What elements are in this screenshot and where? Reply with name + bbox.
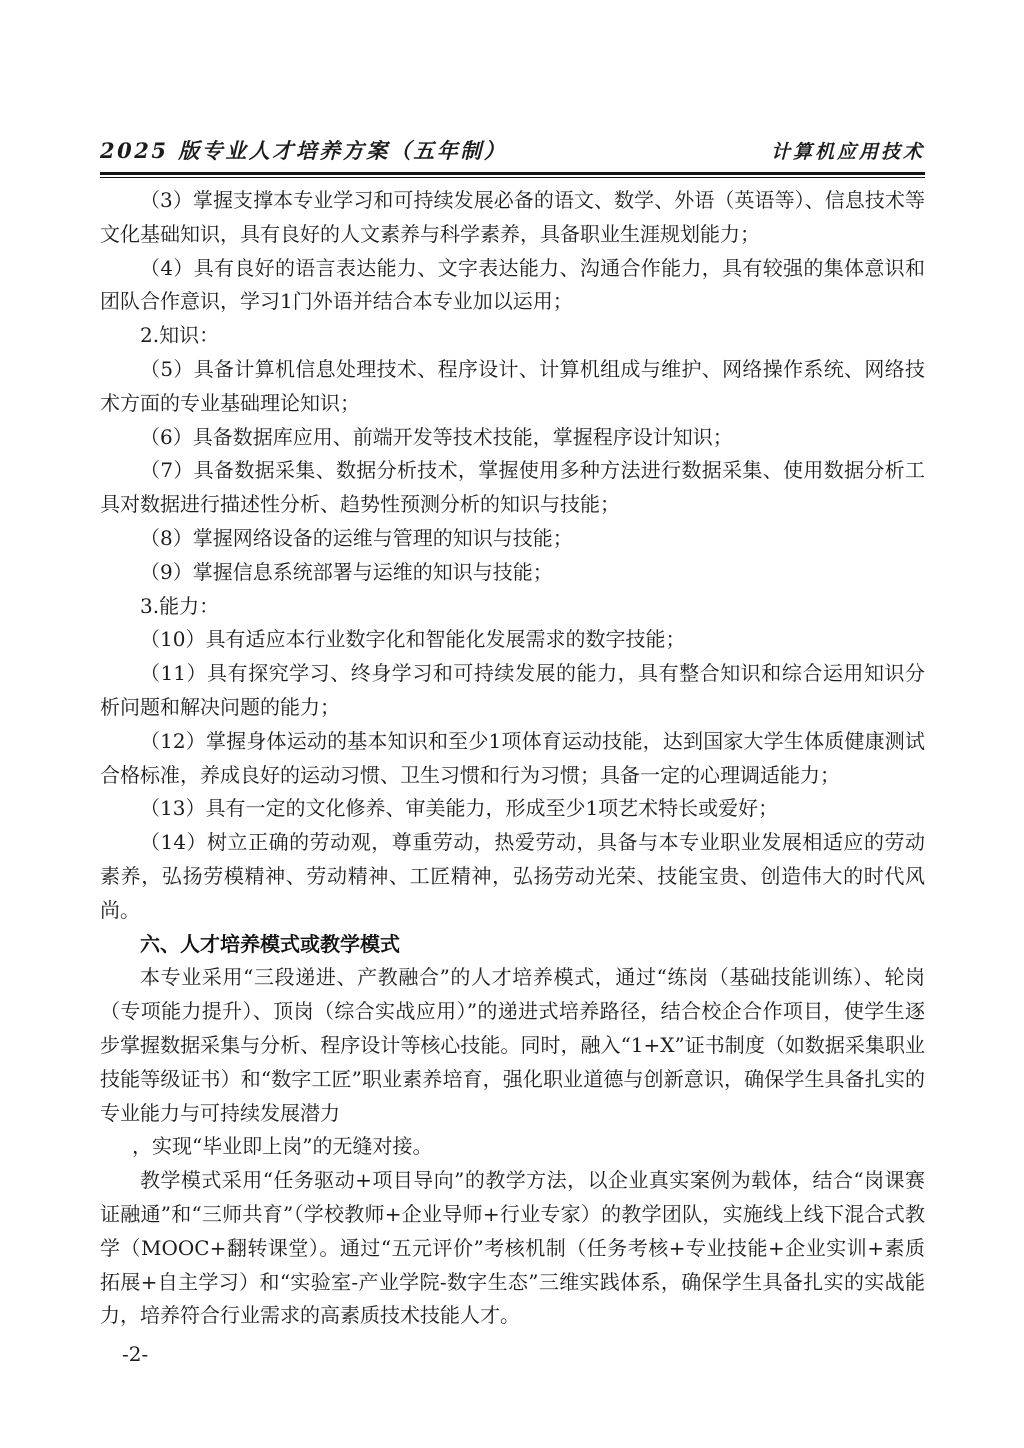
paragraph-item-5: （5）具备计算机信息处理技术、程序设计、计算机组成与维护、网络操作系统、网络技术方面的专业基础理论知识； bbox=[100, 356, 925, 415]
section-heading-six: 六、人才培养模式或教学模式 bbox=[140, 931, 400, 956]
header-right-title: 计算机应用技术 bbox=[770, 141, 925, 163]
header-row bbox=[100, 135, 925, 165]
paragraph-item-14: （14）树立正确的劳动观，尊重劳动，热爱劳动，具备与本专业职业发展相适应的劳动素养，弘扬劳模精神、劳动精神、工匠精神，弘扬劳动光荣、技能宝贵、创造伟大的时代风尚。 bbox=[100, 830, 925, 922]
page-footer bbox=[122, 1342, 148, 1366]
paragraph-item-12: （12）掌握身体运动的基本知识和至少1项体育运动技能，达到国家大学生体质健康测试合格标准，养成良好的运动习惯、卫生习惯和行为习惯；具备一定的心理调适能力； bbox=[100, 728, 925, 787]
paragraph-item-4: （4）具有良好的语言表达能力、文字表达能力、沟通合作能力，具有较强的集体意识和团队合作意识，学习1门外语并结合本专业加以运用； bbox=[100, 255, 925, 314]
page-header bbox=[100, 135, 925, 178]
paragraph-item-3: （3）掌握支撑本专业学习和可持续发展必备的语文、数学、外语（英语等）、信息技术等文化基础知识，具有良好的人文素养与科学素养，具备职业生涯规划能力； bbox=[100, 188, 925, 246]
subheading-ability: 3.能力： bbox=[140, 593, 220, 618]
paragraph-item-13: （13）具有一定的文化修养、审美能力，形成至少1项艺术特长或爱好； bbox=[140, 796, 779, 821]
paragraph-continuation: ，实现“毕业即上岗”的无缝对接。 bbox=[132, 1134, 433, 1159]
paragraph-item-11: （11）具有探究学习、终身学习和可持续发展的能力，具有整合知识和综合运用知识分析问题和解决问题的能力； bbox=[100, 661, 925, 719]
subheading-knowledge: 2.知识： bbox=[140, 323, 220, 348]
paragraph-item-10: （10）具有适应本行业数字化和智能化发展需求的数字技能； bbox=[140, 627, 686, 652]
paragraph-item-9: （9）掌握信息系统部署与运维的知识与技能； bbox=[140, 559, 553, 584]
paragraph-item-6: （6）具备数据库应用、前端开发等技术技能，掌握程序设计知识； bbox=[140, 424, 733, 449]
document-body bbox=[100, 184, 925, 1333]
paragraph-training-mode: 本专业采用“三段递进、产教融合”的人才培养模式，通过“练岗（基础技能训练）、轮岗（专项能力提升）、顶岗（综合实战应用）”的递进式培养路径，结合校企合作项目，使学生逐步掌握数据采集与分析、程序设计等核心技能。同时，融入“1+X”证书制度（如数据采集职业技能等级证书）和“数字工匠”职业素养培育，强化职业道德与创新意识，确保学生具备扎实的专业能力与可持续发展潜力 bbox=[100, 965, 925, 1125]
header-left-title: 2025 版专业人才培养方案（五年制） bbox=[100, 138, 508, 163]
paragraph-teaching-mode: 教学模式采用“任务驱动+项目导向”的教学方法，以企业真实案例为载体，结合“岗课赛证融通”和“三师共育”（学校教师+企业导师+行业专家）的教学团队，实施线上线下混合式教学（MOOC+翻转课堂）。通过“五元评价”考核机制（任务考核+专业技能+企业实训+素质拓展+自主学习）和“实验室-产业学院-数字生态”三维实践体系，确保学生具备扎实的实战能力，培养符合行业需求的高素质技术技能人才。 bbox=[100, 1168, 925, 1328]
paragraph-item-7: （7）具备数据采集、数据分析技术，掌握使用多种方法进行数据采集、使用数据分析工具对数据进行描述性分析、趋势性预测分析的知识与技能； bbox=[100, 458, 925, 517]
page-number: -2- bbox=[122, 1342, 149, 1366]
header-double-rule bbox=[100, 172, 925, 178]
paragraph-item-8: （8）掌握网络设备的运维与管理的知识与技能； bbox=[140, 525, 573, 550]
